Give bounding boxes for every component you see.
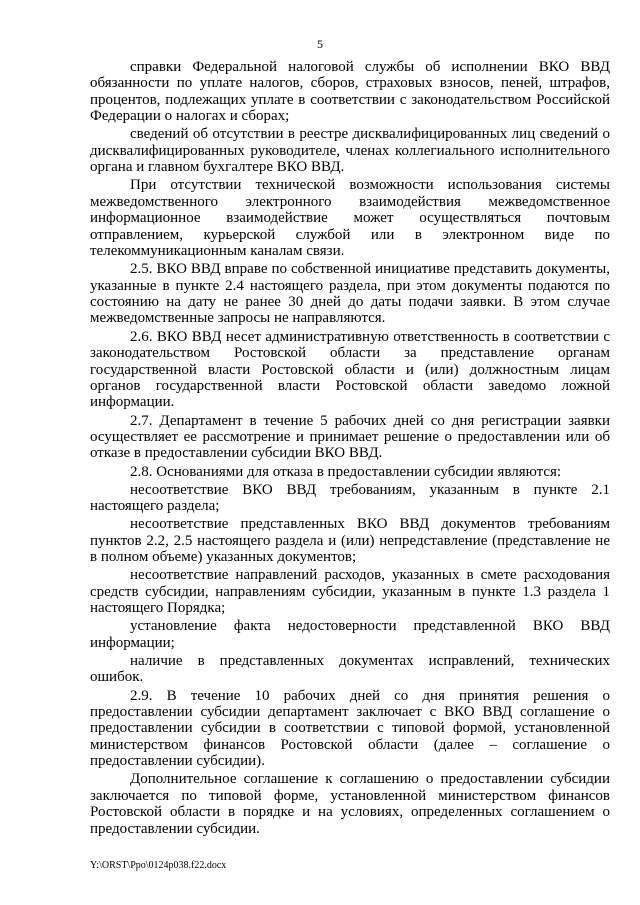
page-number: 5 xyxy=(317,37,323,51)
refusal-ground-1: несоответствие ВКО ВВД требованиям, указанным в пункте 2.1 настоящего раздела; xyxy=(90,481,610,515)
paragraph-disqualified-registry: сведений об отсутствии в реестре дисквалифицированных лиц сведений о дисквалифицированных руководителе, членах коллегиального исполнительного органа и главном бухгалтере ВКО ВВД. xyxy=(90,126,610,176)
document-body xyxy=(90,59,610,839)
refusal-ground-5: наличие в представленных документах исправлений, технических ошибок. xyxy=(90,652,610,686)
paragraph-interagency-alternative: При отсутствии технической возможности использования системы межведомственного электронного взаимодействия межведомственное информационное взаимодействие может осуществляться почтовым отправлением, курьерской службой или в электронном виде по телекоммуникационным каналам связи. xyxy=(90,177,610,260)
paragraph-2-5: 2.5. ВКО ВВД вправе по собственной инициативе представить документы, указанные в пункте 2.4 настоящего раздела, при этом документы подаются по состоянию на дату не ранее 30 дней до даты подачи заявки. В этом случае межведомственные запросы не направляются. xyxy=(90,261,610,327)
paragraph-2-8: 2.8. Основаниями для отказа в предоставлении субсидии являются: xyxy=(130,463,562,480)
paragraph-2-6: 2.6. ВКО ВВД несет административную ответственность в соответствии с законодательством Ростовской области за представление органам государственной власти Ростовской области и (или) должностным лицам органов государственной власти Ростовской области заведомо ложной информации. xyxy=(90,328,610,411)
refusal-ground-2: несоответствие представленных ВКО ВВД документов требованиям пунктов 2.2, 2.5 настоящего раздела и (или) непредставление (представление не в полном объеме) указанных документов; xyxy=(90,516,610,566)
paragraph-additional-agreement: Дополнительное соглашение к соглашению о предоставлении субсидии заключается по типовой форме, установленной министерством финансов Ростовской области в порядке и на условиях, определенных соглашением о предоставлении субсидии. xyxy=(90,771,610,837)
paragraph-2-7: 2.7. Департамент в течение 5 рабочих дней со дня регистрации заявки осуществляет ее рассмотрение и принимает решение о предоставлении или об отказе в предоставлении субсидии ВКО ВВД. xyxy=(90,412,610,462)
footer-file-path: Y:\ORST\Ppo\0124p038.f22.docx xyxy=(90,860,227,871)
paragraph-tax-certificate: справки Федеральной налоговой службы об исполнении ВКО ВВД обязанности по уплате налогов, сборов, страховых взносов, пеней, штрафов, процентов, подлежащих уплате в соответствии с законодательством Российской Федерации о налогах и сборах; xyxy=(90,59,610,125)
paragraph-2-9: 2.9. В течение 10 рабочих дней со дня принятия решения о предоставлении субсидии департамент заключает с ВКО ВВД соглашение о предоставлении субсидии в соответствии с типовой формой, установленной министерством финансов Ростовской области (далее – соглашение о предоставлении субсидии). xyxy=(90,687,610,770)
refusal-ground-3: несоответствие направлений расходов, указанных в смете расходования средств субсидии, направлениям субсидии, указанным в пункте 1.3 раздела 1 настоящего Порядка; xyxy=(90,567,610,617)
refusal-ground-4: установление факта недостоверности представленной ВКО ВВД информации; xyxy=(90,618,610,651)
